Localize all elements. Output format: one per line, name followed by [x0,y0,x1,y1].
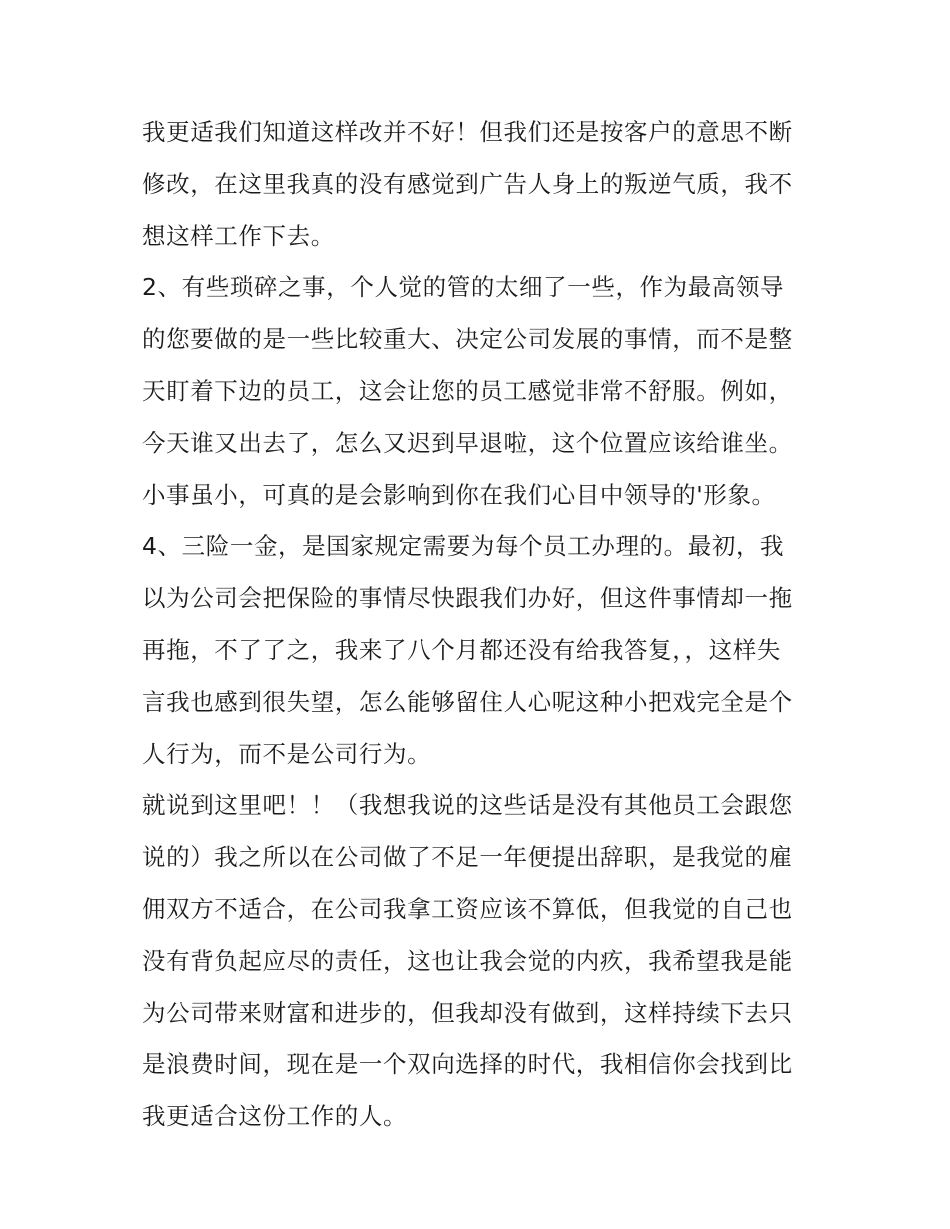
text-line-15: 说的）我之所以在公司做了不足一年便提出辞职，是我觉的雇 [142,843,793,872]
text-line-20: 我更适合这份工作的人。 [142,1102,408,1131]
text-line-7: 今天谁又出去了，怎么又迟到早退啦，这个位置应该给谁坐。 [142,428,793,457]
text-line-4: 2、有些琐碎之事，个人觉的管的太细了一些，作为最高领导 [142,273,785,302]
text-line-12: 言我也感到很失望，怎么能够留住人心呢这种小把戏完全是个 [142,687,793,716]
text-line-2: 修改，在这里我真的没有感觉到广告人身上的叛逆气质，我不 [142,169,793,198]
text-line-3: 想这样工作下去。 [142,221,335,250]
text-line-6: 天盯着下边的员工，这会让您的员工感觉非常不舒服。例如， [142,376,793,405]
text-line-16: 佣双方不适合，在公司我拿工资应该不算低，但我觉的自己也 [142,894,793,923]
text-line-19: 是浪费时间，现在是一个双向选择的时代，我相信你会找到比 [142,1050,793,1079]
text-line-18: 为公司带来财富和进步的，但我却没有做到，这样持续下去只 [142,998,793,1027]
text-line-10: 以为公司会把保险的事情尽快跟我们办好，但这件事情却一拖 [142,584,793,613]
text-line-11: 再拖，不了了之，我来了八个月都还没有给我答复，，这样失 [142,635,781,664]
text-line-8: 小事虽小，可真的是会影响到你在我们心目中领导的'形象。 [142,480,776,509]
text-line-5: 的您要做的是一些比较重大、决定公司发展的事情，而不是整 [142,325,793,354]
text-line-14: 就说到这里吧！！（我想我说的这些话是没有其他员工会跟您 [142,791,793,820]
text-line-13: 人行为，而不是公司行为。 [142,739,432,768]
document-body [142,107,812,1143]
text-line-9: 4、三险一金，是国家规定需要为每个员工办理的。最初，我 [142,532,785,561]
text-line-1: 我更适我们知道这样改并不好！但我们还是按客户的意思不断 [142,118,793,146]
text-line-17: 没有背负起应尽的责任，这也让我会觉的内疚，我希望我是能 [142,946,793,975]
